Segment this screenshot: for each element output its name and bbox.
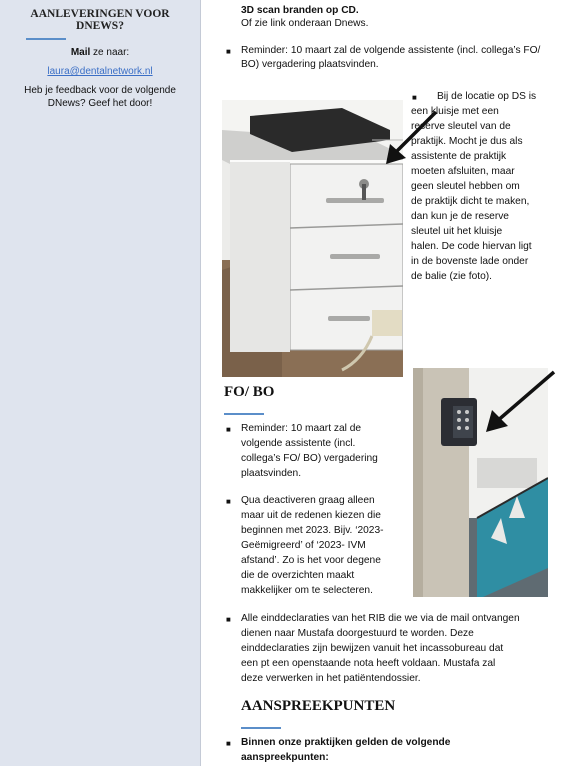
- aanspreekpunten-heading: AANSPREEKPUNTEN: [241, 698, 396, 714]
- bullet-marker: ■: [226, 47, 231, 56]
- kluisje-line: de balie (zie foto).: [411, 271, 492, 282]
- aanspreekpunten-divider: [241, 727, 281, 729]
- deactivate-line: makkelijker om te selecteren.: [241, 585, 373, 596]
- aanspreek-line: aanspreekpunten:: [241, 752, 329, 763]
- scan-line: Of zie link onderaan Dnews.: [241, 18, 369, 29]
- fo-bo-reminder-line: volgende assistente (incl.: [241, 438, 356, 449]
- kluisje-line: assistente de praktijk: [411, 151, 507, 162]
- bullet-marker: ■: [226, 425, 231, 434]
- bullet-marker: ■: [226, 497, 231, 506]
- deactivate-line: die de overzichten maakt: [241, 570, 355, 581]
- kluisje-line: in de bovenste lade onder: [411, 256, 529, 267]
- mail-label: Mail: [70, 47, 91, 58]
- kluisje-line: reserve sleutel van de: [411, 121, 511, 132]
- kluisje-line: de praktijk dicht te maken,: [411, 196, 530, 207]
- sidebar-divider: [26, 38, 66, 40]
- sidebar-title: AANLEVERINGEN VOOR DNEWS?: [30, 8, 170, 32]
- cabinet-photo: [222, 100, 403, 377]
- fo-bo-divider: [224, 413, 264, 415]
- rib-line: Alle einddeclaraties van het RIB die we via de mail ontvangen: [241, 613, 520, 624]
- deactivate-line: Geëmigreerd’ of ‘2023- IVM: [241, 540, 366, 551]
- reminder-top: Reminder: 10 maart zal de volgende assistente (incl. collega’s FO/ BO) vergadering plaatsvinden.: [241, 45, 541, 70]
- kluisje-line: Bij de locatie op DS is: [437, 91, 537, 102]
- deactivate-line: beginnen met 2023. Bijv. ‘2023-: [241, 525, 384, 536]
- kluisje-line: praktijk. Mocht je dus als: [411, 136, 523, 147]
- rib-line: dienen naar Mustafa doorgestuurd te worden. Deze: [241, 628, 474, 639]
- kluisje-line: geen sleutel hebben om: [411, 181, 520, 192]
- deactivate-line: Qua deactiveren graag alleen: [241, 495, 375, 506]
- rib-line: deze verwerken in het patiëntendossier.: [241, 673, 421, 684]
- email-link[interactable]: laura@dentalnetwork.nl: [47, 66, 153, 77]
- fo-bo-heading: FO/ BO: [224, 384, 275, 400]
- kluisje-line: sleutel uit het kluisje: [411, 226, 503, 237]
- kluisje-line: dan kun je de reserve: [411, 211, 509, 222]
- arrow-icon: [478, 368, 558, 436]
- fo-bo-reminder-line: plaatsvinden.: [241, 468, 302, 479]
- bullet-marker: ■: [226, 615, 231, 624]
- kluisje-line: halen. De code hiervan ligt: [411, 241, 532, 252]
- sidebar: [0, 0, 201, 766]
- kluisje-line: een kluisje met een: [411, 106, 499, 117]
- aanspreek-line: Binnen onze praktijken gelden de volgende: [241, 737, 451, 748]
- mail-rest: ze naar:: [90, 47, 130, 58]
- kluisje-line: moeten afsluiten, maar: [411, 166, 515, 177]
- deactivate-line: afstand’. Zo is het voor degene: [241, 555, 381, 566]
- sidebar-mail-line: [14, 47, 186, 58]
- fo-bo-reminder-line: collega’s FO/ BO) vergadering: [241, 453, 378, 464]
- feedback-text: Heb je feedback voor de volgende DNews? Geef het door!: [24, 85, 176, 109]
- deactivate-line: maar uit de redenen kiezen die: [241, 510, 381, 521]
- rib-line: einddeclaraties zijn bewijzen vanuit het incassobureau dat: [241, 643, 504, 654]
- bullet-marker: ■: [226, 739, 231, 748]
- bullet-marker: ■: [412, 93, 417, 102]
- fo-bo-reminder-line: Reminder: 10 maart zal de: [241, 423, 362, 434]
- rib-line: een pt een openstaande nota heeft voldaan. Mustafa zal: [241, 658, 496, 669]
- scan-title: 3D scan branden op CD.: [241, 5, 359, 16]
